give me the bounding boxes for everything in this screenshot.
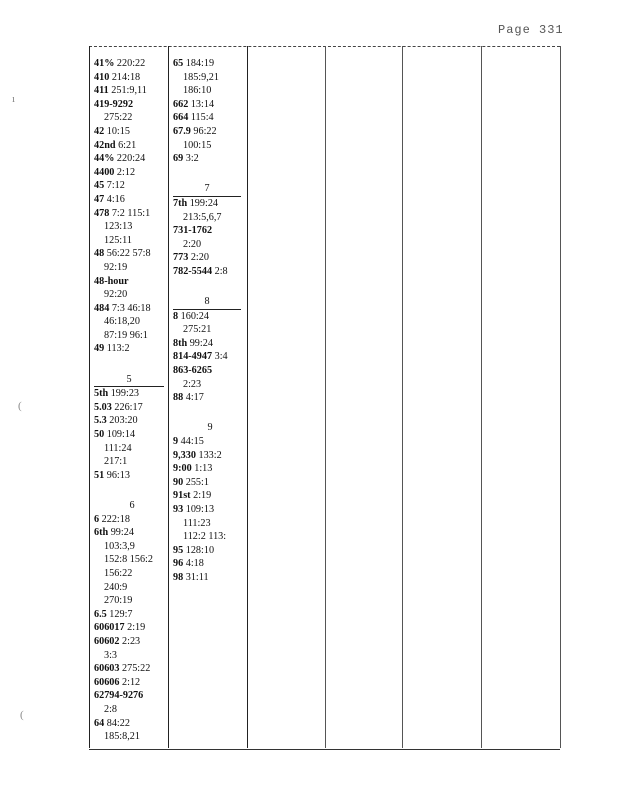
index-entry — [94, 469, 170, 483]
section-heading: 5 — [94, 373, 164, 388]
index-entry — [94, 526, 170, 540]
page-line-reference: 184:19 — [185, 58, 215, 69]
index-entry — [173, 139, 247, 153]
index-entry — [94, 621, 170, 635]
page-line-reference: 115:4 — [190, 112, 214, 124]
index-term: 50 — [94, 429, 105, 441]
index-term: 60602 — [94, 635, 120, 647]
column-divider — [247, 46, 248, 748]
index-entry — [94, 302, 170, 316]
page-line-reference: 156:22 — [104, 567, 133, 579]
page-line-reference: 133:2 — [198, 449, 222, 461]
index-entry — [94, 329, 170, 343]
index-entry — [94, 166, 170, 180]
page-line-reference: 100:15 — [183, 139, 212, 151]
index-term: 98 — [173, 571, 184, 583]
index-term: 606017 — [94, 622, 125, 634]
section-gap — [94, 482, 170, 496]
index-term: 42 — [94, 125, 105, 137]
index-entry — [94, 649, 170, 663]
page-line-reference: 199:24 — [189, 197, 219, 209]
index-entry — [173, 265, 247, 279]
index-entry — [173, 435, 247, 449]
index-term: 484 — [94, 302, 110, 314]
table-border-right — [560, 46, 561, 748]
index-term: 95 — [173, 544, 184, 556]
index-term: 773 — [173, 252, 189, 264]
index-entry — [94, 676, 170, 690]
scan-mark: ( — [18, 400, 22, 412]
scan-mark: ı — [12, 93, 16, 105]
index-entry — [94, 288, 170, 302]
page-line-reference: 2:20 — [183, 238, 202, 250]
index-entry — [94, 635, 170, 649]
index-entry — [94, 342, 170, 356]
page-line-reference: 7:3 46:18 — [111, 302, 151, 314]
section-gap — [173, 166, 247, 180]
index-entry — [173, 224, 247, 238]
index-term: 4400 — [94, 166, 115, 178]
index-entry — [94, 455, 170, 469]
index-entry — [173, 449, 247, 463]
page-line-reference: 109:13 — [185, 504, 215, 515]
index-term: 863-6265 — [173, 365, 213, 377]
index-entry — [173, 125, 247, 139]
page-line-reference: 2:8 — [104, 703, 118, 715]
index-entry — [173, 476, 247, 490]
column-divider — [325, 46, 326, 748]
index-entry — [173, 98, 247, 112]
page-line-reference: 4:17 — [185, 392, 204, 404]
index-entry — [94, 553, 170, 567]
index-entry — [94, 717, 170, 731]
index-entry — [94, 139, 170, 153]
index-term: 5.3 — [94, 415, 107, 427]
index-term: 419-9292 — [94, 98, 134, 110]
page-line-reference: 84:22 — [106, 717, 130, 729]
index-entry — [173, 530, 247, 544]
page-line-reference: 213:5,6,7 — [183, 211, 222, 223]
index-entry — [173, 378, 247, 392]
page-line-reference: 185:9,21 — [183, 71, 219, 83]
index-entry — [94, 703, 170, 717]
page-line-reference: 251:9,11 — [111, 85, 147, 97]
page-line-reference: 99:24 — [189, 337, 213, 349]
page-line-reference: 275:21 — [183, 324, 212, 336]
index-term: 93 — [173, 504, 184, 515]
index-entry — [94, 540, 170, 554]
index-term: 731-1762 — [173, 225, 213, 237]
index-entry — [173, 310, 247, 324]
section-gap — [173, 405, 247, 419]
page-line-reference: 13:14 — [190, 98, 215, 110]
index-entry — [173, 489, 247, 503]
index-entry — [94, 567, 170, 581]
page-line-reference: 2:8 — [214, 265, 228, 277]
index-entry — [94, 608, 170, 622]
index-entry — [173, 71, 247, 85]
page-line-reference: 109:14 — [106, 429, 136, 441]
section-heading: 7 — [173, 182, 241, 197]
page-line-reference: 226:17 — [114, 401, 143, 413]
index-entry — [173, 111, 247, 125]
index-column-2 — [173, 57, 247, 585]
index-term: 8th — [173, 337, 188, 349]
index-entry — [94, 261, 170, 275]
index-term: 5th — [94, 388, 109, 400]
index-term: 47 — [94, 193, 105, 205]
index-entry — [173, 211, 247, 225]
page-line-reference: 128:10 — [185, 544, 215, 556]
index-term: 6 — [94, 513, 100, 525]
index-term: 44% — [94, 153, 115, 165]
index-column-1 — [94, 57, 170, 744]
index-term: 64 — [94, 717, 105, 729]
index-term: 6.5 — [94, 608, 107, 620]
index-term: 41% — [94, 58, 115, 69]
index-entry — [94, 401, 170, 415]
page-line-reference: 160:24 — [180, 310, 209, 322]
index-term: 410 — [94, 71, 110, 83]
page-line-reference: 112:2 113: — [183, 531, 227, 543]
index-term: 9 — [173, 436, 179, 448]
index-term: 782-5544 — [173, 265, 213, 277]
index-entry — [94, 662, 170, 676]
index-term: 411 — [94, 85, 109, 97]
index-term: 8 — [173, 310, 179, 322]
index-term: 9,330 — [173, 449, 196, 461]
page-line-reference: 275:22 — [104, 112, 133, 124]
page-line-reference: 129:7 — [109, 608, 133, 620]
page-line-reference: 2:19 — [127, 622, 146, 634]
page-line-reference: 1:13 — [194, 463, 213, 475]
page-line-reference: 275:22 — [122, 663, 151, 675]
page-line-reference: 7:2 115:1 — [111, 207, 151, 219]
column-divider — [481, 46, 482, 748]
page-line-reference: 56:22 57:8 — [106, 248, 151, 260]
table-border-left — [89, 46, 90, 748]
page-line-reference: 2:20 — [190, 252, 209, 264]
index-entry — [94, 581, 170, 595]
index-term: 60606 — [94, 676, 120, 688]
index-term: 9:00 — [173, 463, 192, 475]
page-line-reference: 3:2 — [185, 153, 199, 165]
page-line-reference: 186:10 — [183, 85, 212, 97]
index-term: 69 — [173, 153, 184, 165]
page-line-reference: 96:13 — [106, 469, 130, 481]
index-entry — [94, 152, 170, 166]
index-entry — [94, 315, 170, 329]
section-gap — [173, 279, 247, 293]
index-term: 7th — [173, 197, 188, 209]
page-line-reference: 3:3 — [104, 649, 118, 661]
index-entry — [94, 513, 170, 527]
page-line-reference: 31:11 — [185, 571, 209, 583]
index-term: 48 — [94, 248, 105, 260]
page-line-reference: 92:20 — [104, 289, 128, 301]
page-line-reference: 214:18 — [111, 71, 141, 83]
index-term: 49 — [94, 343, 105, 355]
index-entry — [173, 391, 247, 405]
index-entry — [94, 689, 170, 703]
page-line-reference: 3:4 — [214, 351, 228, 363]
index-entry — [173, 57, 247, 71]
column-divider — [402, 46, 403, 748]
index-term: 96 — [173, 558, 184, 570]
section-heading: 6 — [129, 500, 135, 511]
page-line-reference: 92:19 — [104, 261, 128, 273]
index-entry — [173, 571, 247, 585]
page-line-reference: 255:1 — [185, 476, 209, 488]
page-line-reference: 6:21 — [118, 139, 137, 151]
index-entry — [94, 428, 170, 442]
index-entry — [94, 207, 170, 221]
index-entry — [173, 323, 247, 337]
page-line-reference: 2:23 — [122, 635, 141, 647]
index-entry — [173, 544, 247, 558]
index-entry — [173, 197, 247, 211]
index-term: 478 — [94, 207, 110, 219]
index-entry — [94, 594, 170, 608]
page-line-reference: 220:22 — [116, 58, 146, 69]
page-line-reference: 111:23 — [183, 517, 211, 529]
index-term: 90 — [173, 476, 184, 488]
page-line-reference: 87:19 96:1 — [104, 329, 148, 341]
index-entry — [94, 98, 170, 112]
index-entry — [94, 387, 170, 401]
page-line-reference: 217:1 — [104, 456, 128, 468]
page-line-reference: 4:18 — [185, 558, 204, 570]
index-term: 5.03 — [94, 401, 112, 413]
page-number: Page 331 — [498, 23, 564, 37]
index-entry — [94, 730, 170, 744]
index-term: 48-hour — [94, 275, 129, 287]
page-line-reference: 7:12 — [106, 180, 125, 192]
page-line-reference: 2:19 — [193, 490, 212, 502]
index-term: 65 — [173, 58, 184, 69]
index-entry — [173, 517, 247, 531]
page-line-reference: 113:2 — [106, 343, 130, 355]
index-term: 60603 — [94, 663, 120, 675]
page-line-reference: 2:23 — [183, 378, 202, 390]
index-entry — [94, 125, 170, 139]
page-line-reference: 152:8 156:2 — [104, 554, 153, 566]
index-entry — [94, 111, 170, 125]
index-term: 664 — [173, 112, 189, 124]
page-line-reference: 222:18 — [101, 513, 130, 525]
index-term: 6th — [94, 527, 109, 539]
scan-mark: ( — [20, 709, 24, 721]
index-term: 662 — [173, 98, 189, 110]
page-line-reference: 10:15 — [106, 125, 130, 137]
page-line-reference: 125:11 — [104, 234, 132, 246]
index-entry — [94, 179, 170, 193]
index-term: 42nd — [94, 139, 116, 151]
page-line-reference: 203:20 — [109, 415, 138, 427]
page-line-reference: 46:18,20 — [104, 316, 140, 328]
page-line-reference: 270:19 — [104, 595, 133, 607]
index-term: 62794-9276 — [94, 690, 144, 702]
page-line-reference: 44:15 — [180, 436, 204, 448]
index-entry — [94, 275, 170, 289]
index-entry — [173, 251, 247, 265]
page-line-reference: 96:22 — [193, 125, 217, 137]
index-entry — [94, 442, 170, 456]
section-heading: 8 — [173, 295, 241, 310]
index-entry — [94, 84, 170, 98]
index-term: 814-4947 — [173, 351, 213, 363]
index-entry — [173, 557, 247, 571]
page-line-reference: 103:3,9 — [104, 540, 135, 552]
page-line-reference: 4:16 — [106, 193, 125, 205]
page-line-reference: 99:24 — [110, 527, 134, 539]
index-entry — [173, 152, 247, 166]
index-term: 51 — [94, 469, 105, 481]
index-entry — [94, 57, 170, 71]
index-entry — [94, 193, 170, 207]
index-term: 88 — [173, 392, 184, 404]
index-entry — [94, 71, 170, 85]
index-entry — [173, 238, 247, 252]
section-heading: 9 — [207, 422, 213, 434]
index-entry — [94, 234, 170, 248]
index-entry — [173, 350, 247, 364]
index-entry — [173, 364, 247, 378]
index-term: 91st — [173, 490, 191, 502]
index-term: 67.9 — [173, 125, 191, 137]
page-line-reference: 185:8,21 — [104, 731, 140, 743]
page-line-reference: 199:23 — [110, 388, 140, 400]
index-entry — [173, 337, 247, 351]
page-line-reference: 111:24 — [104, 442, 132, 454]
index-entry — [173, 503, 247, 517]
page-line-reference: 123:13 — [104, 221, 133, 233]
page-line-reference: 220:24 — [116, 153, 146, 165]
index-term: 45 — [94, 180, 105, 192]
page-line-reference: 2:12 — [122, 676, 141, 688]
index-entry — [173, 84, 247, 98]
index-entry — [173, 462, 247, 476]
page-line-reference: 2:12 — [116, 166, 136, 178]
index-entry — [94, 414, 170, 428]
section-gap — [94, 356, 170, 370]
page-line-reference: 240:9 — [104, 581, 128, 593]
index-entry — [94, 220, 170, 234]
index-entry — [94, 247, 170, 261]
